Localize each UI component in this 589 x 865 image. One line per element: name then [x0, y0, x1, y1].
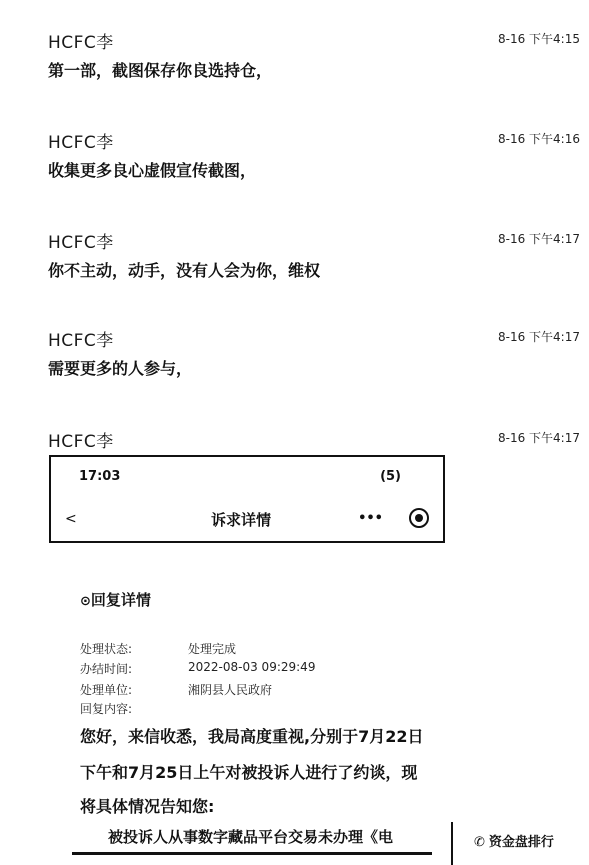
screenshot-title: 诉求详情: [211, 511, 272, 529]
reply-line: 下午和7月25日上午对被投诉人进行了约谈，现: [80, 763, 418, 782]
message-time: 8-16 下午4:17: [498, 232, 580, 246]
detail-value: 2022-08-03 09:29:49: [188, 660, 316, 674]
watermark: [474, 831, 554, 850]
reply-line: 将具体情况告知您:: [80, 797, 215, 816]
wechat-icon: ✆: [474, 835, 485, 850]
sender-name: HCFC李: [48, 331, 114, 351]
sender-name: HCFC李: [48, 233, 114, 253]
highlight-underline: [72, 852, 432, 855]
reply-line: 您好，来信收悉，我局高度重视,分别于7月22日: [80, 727, 424, 746]
detail-value: 处理完成: [188, 642, 237, 656]
detail-value: 湘阴县人民政府: [188, 683, 273, 697]
sender-name: HCFC李: [48, 432, 114, 452]
sender-name: HCFC李: [48, 133, 114, 153]
back-icon: <: [65, 511, 77, 527]
message-time: 8-16 下午4:15: [498, 32, 580, 46]
detail-label: 处理状态:: [80, 642, 133, 656]
shared-screenshot-header[interactable]: [49, 455, 445, 543]
sender-name: HCFC李: [48, 33, 114, 53]
divider: [451, 822, 453, 865]
message-text: 你不主动，动手，没有人会为你，维权: [48, 261, 321, 280]
message-text: 收集更多良心虚假宣传截图，: [48, 161, 257, 180]
message-text: 第一部，截图保存你良选持仓，: [48, 61, 273, 80]
reply-title: [80, 589, 151, 610]
message-time: 8-16 下午4:17: [498, 431, 580, 445]
detail-label: 处理单位:: [80, 683, 133, 697]
message-time: 8-16 下午4:17: [498, 330, 580, 344]
detail-label: 办结时间:: [80, 662, 133, 676]
target-icon: [409, 508, 429, 528]
reply-icon: ⊙: [80, 594, 91, 609]
message-time: 8-16 下午4:16: [498, 132, 580, 146]
battery-icon: (5): [380, 469, 401, 484]
reply-highlight-line: 被投诉人从事数字藏品平台交易未办理《电: [108, 828, 394, 846]
status-time: 17:03: [79, 469, 121, 484]
watermark-text: 资金盘排行: [488, 835, 554, 850]
more-icon: •••: [358, 511, 383, 526]
reply-title-text: 回复详情: [90, 591, 151, 609]
message-text: 需要更多的人参与，: [48, 359, 193, 378]
detail-label: 回复内容:: [80, 702, 133, 716]
